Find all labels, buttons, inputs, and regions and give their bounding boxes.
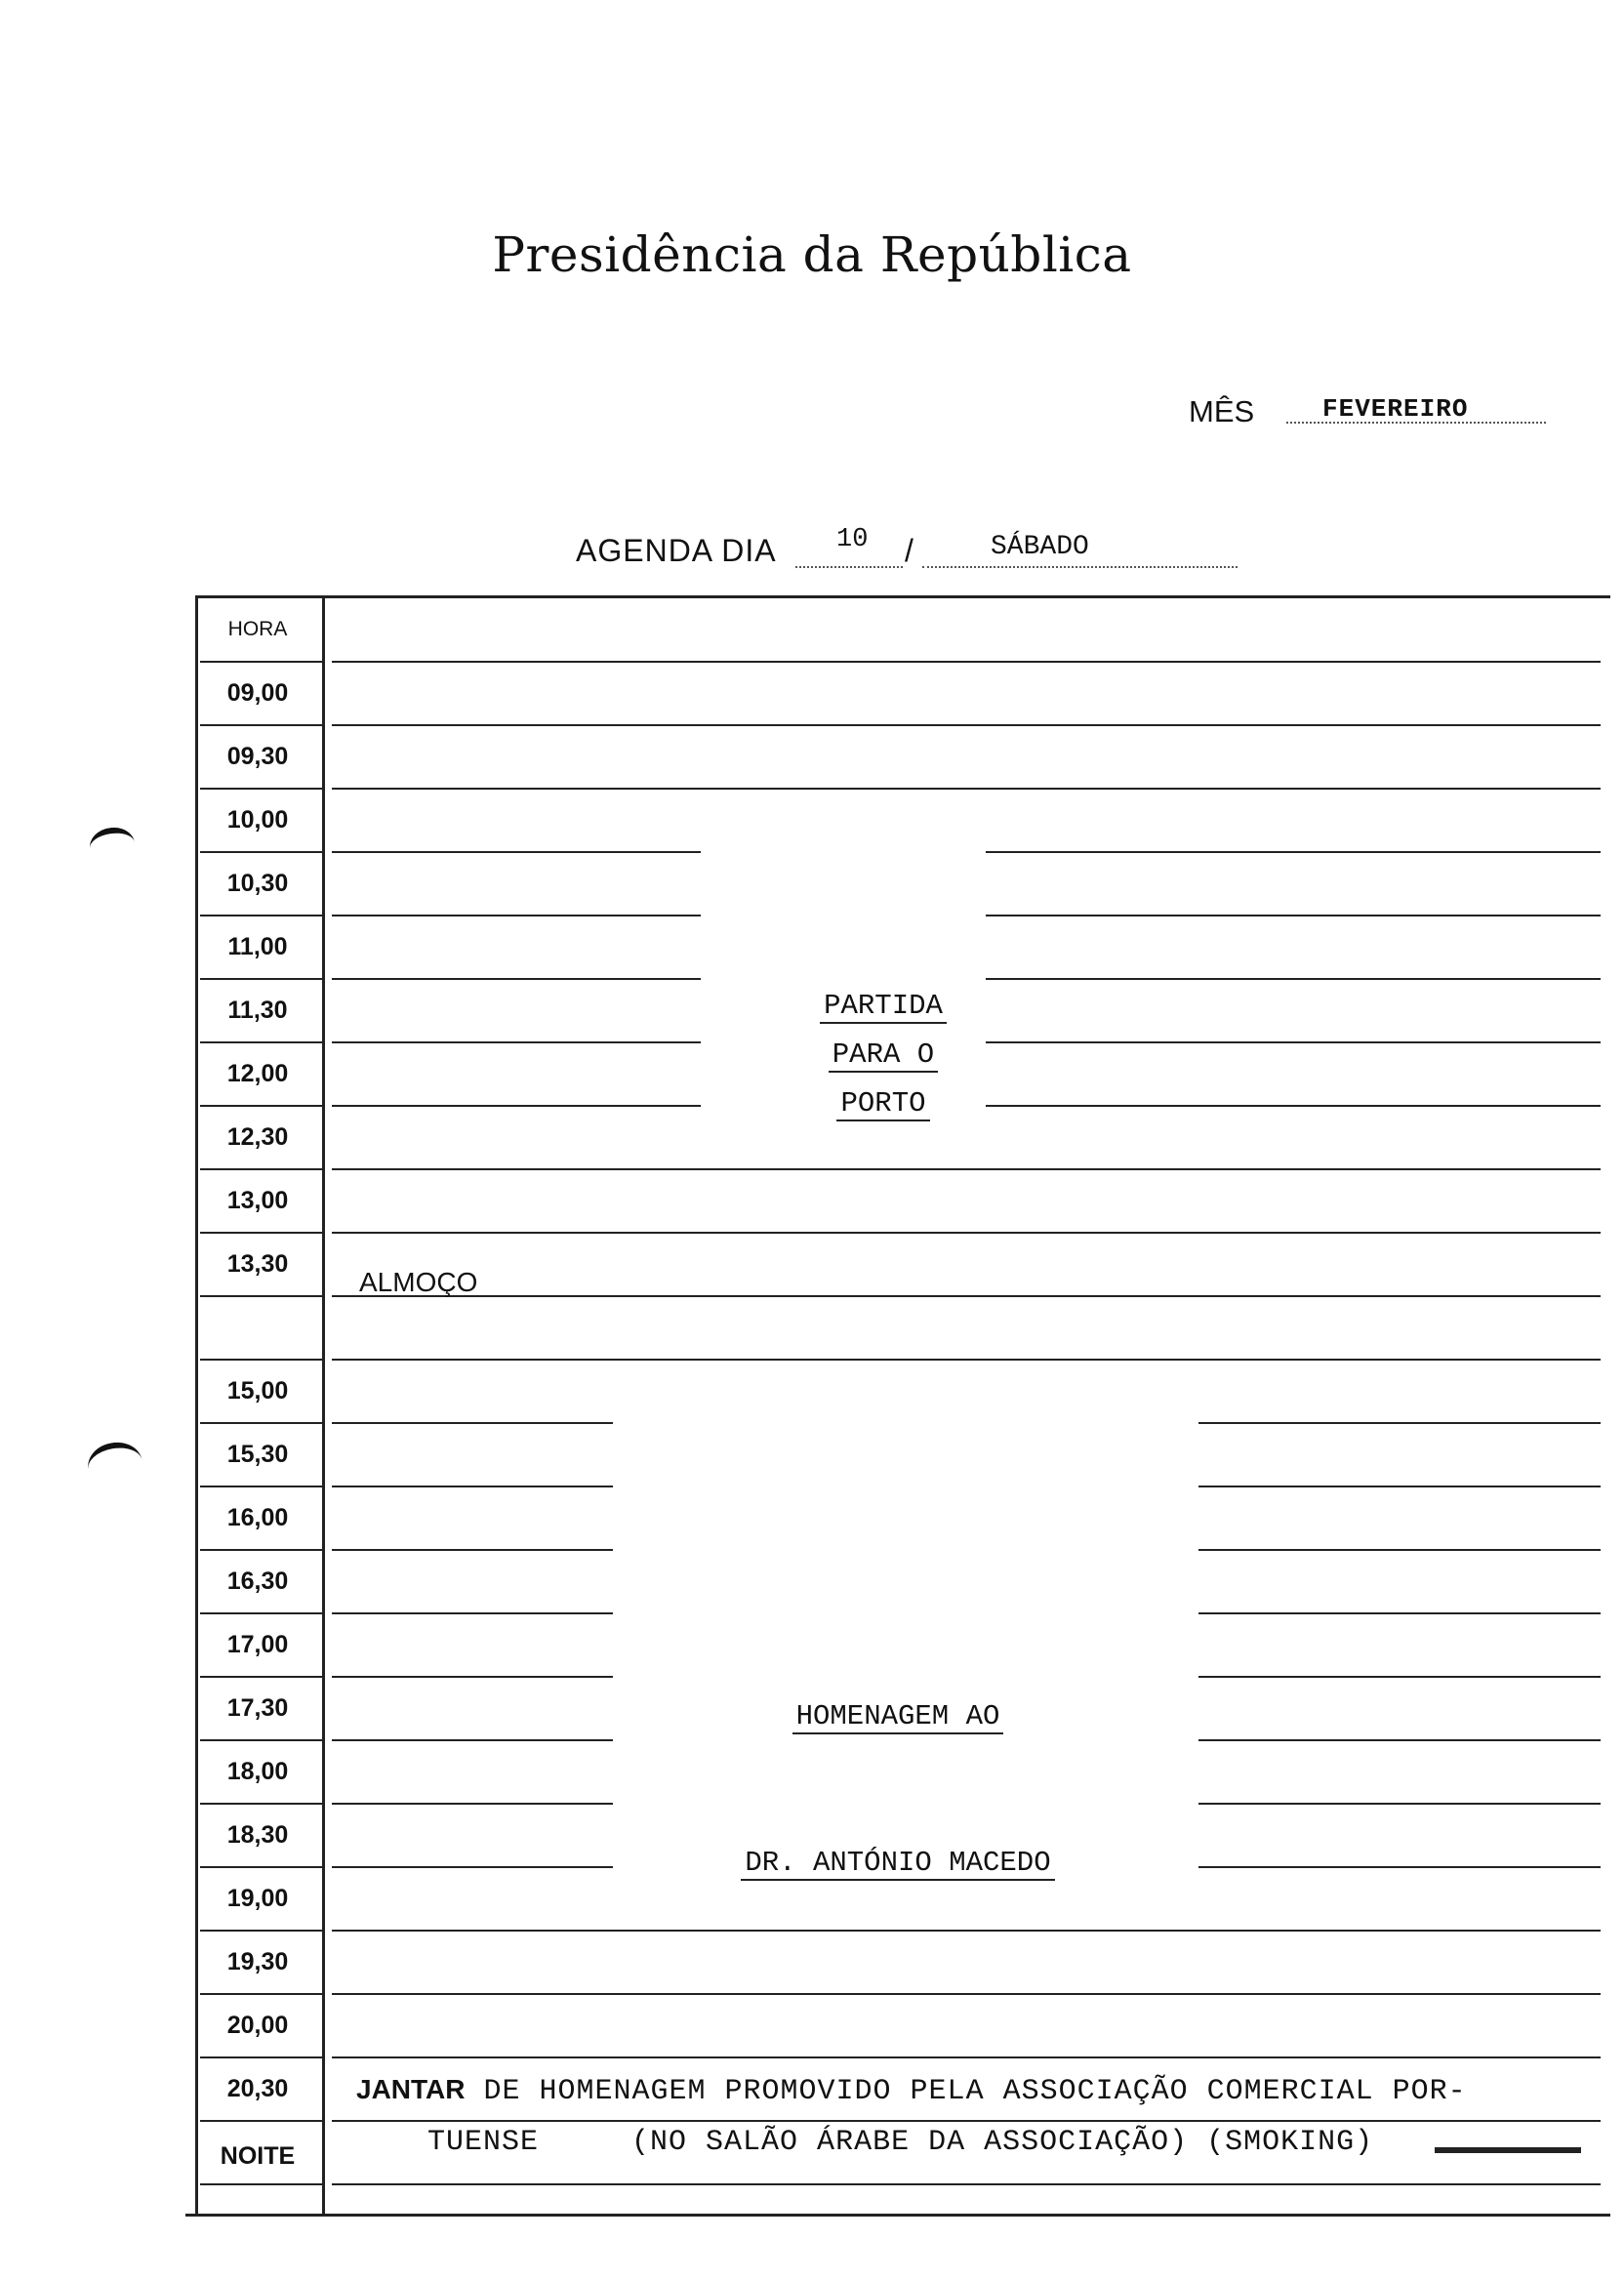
schedule-row-line [332,1866,613,1868]
hour-row-divider [200,2056,322,2058]
hour-label: 10,30 [226,870,289,897]
schedule-row-line [986,851,1601,853]
schedule-row-line [1198,1803,1601,1805]
hour-row-divider [200,1612,322,1614]
hour-row-divider [200,2120,322,2122]
schedule-row-line [332,2056,1601,2058]
schedule-row-line [986,915,1601,916]
hour-label: 17,00 [226,1631,289,1658]
hour-row-divider [200,1168,322,1170]
event-departure-line-2: PARA O [791,1038,976,1071]
hour-label: 19,00 [226,1885,289,1912]
day-field-line [795,566,903,568]
hour-label: 10,00 [226,806,289,834]
weekday-value: SÁBADO [991,532,1089,562]
hour-column-divider [322,595,325,2216]
schedule-row-line [1198,1612,1601,1614]
hour-label: 13,00 [226,1187,289,1214]
hour-label: 16,30 [226,1568,289,1595]
hour-label: 19,30 [226,1948,289,1975]
table-bottom-border [185,2214,1610,2217]
hour-row-divider [200,1803,322,1805]
event-dinner-line-1: JANTAR DE HOMENAGEM PROMOVIDO PELA ASSOCIAÇÃO COMERCIAL POR- [356,2074,1467,2108]
schedule-row-line [332,1676,613,1678]
hour-row-divider [200,788,322,790]
hour-label: 16,00 [226,1504,289,1531]
hour-label: 11,30 [227,997,288,1024]
schedule-row-line [1198,1422,1601,1424]
schedule-row-line [332,1359,1601,1361]
hour-label: 20,00 [226,2012,289,2039]
hour-row-divider [200,1549,322,1551]
hour-label: 17,30 [226,1694,289,1722]
hour-row-divider [200,1486,322,1487]
schedule-row-line [332,1486,613,1487]
binder-hole-mark [84,1438,145,1491]
hour-row-divider [200,1105,322,1107]
schedule-row-line [1198,1739,1601,1741]
dinner-end-stroke [1435,2147,1581,2153]
hour-label: 18,00 [226,1758,289,1785]
schedule-row-line [986,1041,1601,1043]
month-value: FEVEREIRO [1322,394,1469,424]
schedule-row-line [332,1168,1601,1170]
page-title: Presidência da República [492,226,1132,283]
schedule-row-line [986,978,1601,980]
hour-label: 09,00 [226,679,289,707]
hour-row-divider [200,1232,322,1234]
table-top-border [195,595,1610,598]
schedule-row-line [1198,1486,1601,1487]
schedule-row-line [332,2120,1601,2122]
schedule-row-line [332,978,701,980]
hour-row-divider [200,1866,322,1868]
event-dinner-line-2: TUENSE (NO SALÃO ÁRABE DA ASSOCIAÇÃO) (SMOKING) [427,2126,1374,2159]
hour-label: 20,30 [226,2075,289,2102]
schedule-row-line [332,1549,613,1551]
hour-row-divider [200,1359,322,1361]
hour-row-divider [200,1739,322,1741]
event-homage-line-1: HOMENAGEM AO [664,1700,1132,1732]
schedule-row-line [332,915,701,916]
schedule-row-line [332,788,1601,790]
schedule-row-line [1198,1676,1601,1678]
date-separator: / [905,533,914,568]
schedule-row-line [1198,1866,1601,1868]
schedule-row-line [332,1993,1601,1995]
hour-row-divider [200,661,322,663]
hour-label: NOITE [220,2142,296,2170]
day-value: 10 [836,525,869,554]
hour-row-divider [200,978,322,980]
schedule-row-line [986,1105,1601,1107]
hour-label: 09,30 [226,743,289,770]
hour-label: 12,30 [226,1123,289,1151]
hour-label: 13,30 [226,1250,289,1278]
schedule-row-line [332,1232,1601,1234]
schedule-row-line [332,1295,1601,1297]
schedule-row-line [332,1612,613,1614]
schedule-row-line [332,851,701,853]
hour-label: 15,30 [226,1441,289,1468]
hour-label: 18,30 [226,1821,289,1849]
hour-row-divider [200,915,322,916]
hour-row-divider [200,1676,322,1678]
hour-row-divider [200,1993,322,1995]
schedule-row-line [332,1930,1601,1932]
event-homage-line-2: DR. ANTÓNIO MACEDO [664,1847,1132,1879]
schedule-row-line [332,1803,613,1805]
schedule-row-line [332,1739,613,1741]
schedule-row-line [1198,1549,1601,1551]
hour-row-divider [200,851,322,853]
schedule-row-line [332,2183,1601,2185]
hour-row-divider [200,1295,322,1297]
hour-row-divider [200,1930,322,1932]
event-lunch: ALMOÇO [359,1267,478,1297]
hour-row-divider [200,1422,322,1424]
hour-label: 11,00 [227,933,288,960]
agenda-day-label: AGENDA DIA [576,533,777,568]
schedule-row-line [332,724,1601,726]
schedule-row-line [332,1105,701,1107]
hour-row-divider [200,1041,322,1043]
hour-label: 15,00 [226,1377,289,1405]
hour-row-divider [200,2183,322,2185]
hour-row-divider [200,724,322,726]
binder-hole-mark [88,825,138,866]
schedule-row-line [332,661,1601,663]
event-departure-line-1: PARTIDA [791,990,976,1022]
month-label: MÊS [1189,394,1255,428]
event-departure-line-3: PORTO [791,1087,976,1120]
schedule-row-line [332,1422,613,1424]
schedule-row-line [332,1041,701,1043]
weekday-field-line [922,566,1238,568]
hour-label: 12,00 [226,1060,289,1087]
hour-column-header: HORA [227,618,288,640]
table-left-border [195,595,198,2216]
